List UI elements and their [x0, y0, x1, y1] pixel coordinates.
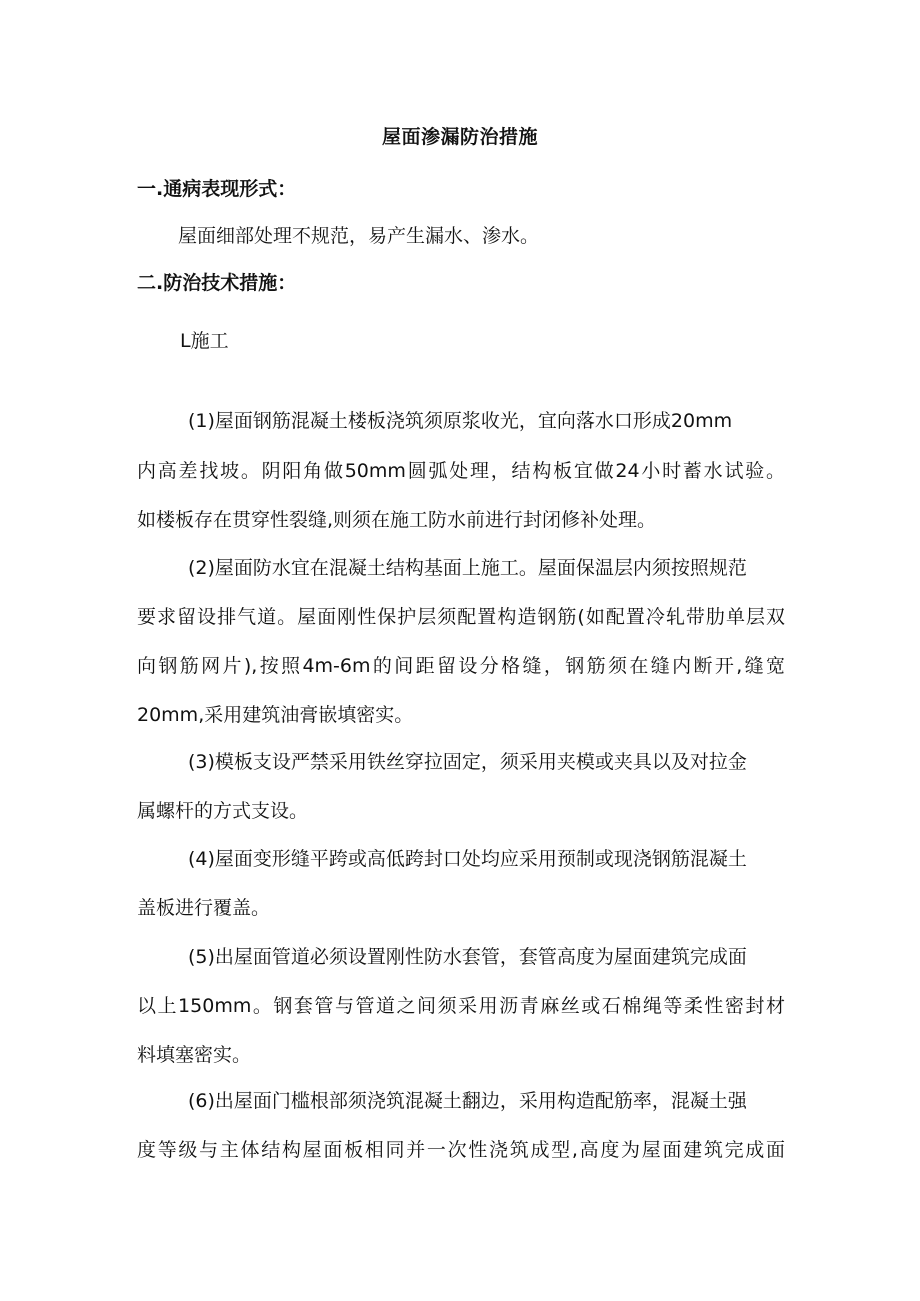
- item-5-line-2: 以上150mm。钢套管与管道之间须采用沥青麻丝或石棉绳等柔性密封材: [137, 995, 785, 1017]
- item-4-line-2: 盖板进行覆盖。: [137, 897, 271, 919]
- item-6-line-1: (6)出屋面门槛根部须浇筑混凝土翻边，采用构造配筋率，混凝土强: [188, 1090, 747, 1112]
- item-2-line-1: (2)屋面防水宜在混凝土结构基面上施工。屋面保温层内须按照规范: [188, 557, 747, 579]
- item-2-line-2: 要求留设排气道。屋面刚性保护层须配置构造钢筋(如配置冷轧带肋单层双: [137, 606, 785, 628]
- document-title: 屋面渗漏防治措施: [381, 126, 538, 148]
- item-5-line-1: (5)出屋面管道必须设置刚性防水套管，套管高度为屋面建筑完成面: [188, 946, 747, 968]
- item-4-line-1: (4)屋面变形缝平跨或高低跨封口处均应采用预制或现浇钢筋混凝土: [188, 848, 747, 870]
- item-2-line-4: 20mm,采用建筑油膏嵌填密实。: [137, 704, 414, 726]
- item-3-line-2: 属螺杆的方式支设。: [137, 800, 309, 822]
- section-2-subheading: L施工: [180, 330, 229, 352]
- section-2-heading: 二.防治技术措施：: [137, 272, 297, 294]
- item-1-line-1: (1)屋面钢筋混凝土楼板浇筑须原浆收光，宜向落水口形成20mm: [188, 410, 733, 432]
- section-1-body: 屋面细部处理不规范，易产生漏水、渗水。: [178, 225, 540, 247]
- section-1-heading: 一.通病表现形式：: [137, 178, 297, 200]
- item-2-line-3: 向钢筋网片),按照4m-6m的间距留设分格缝，钢筋须在缝内断开,缝宽: [137, 655, 785, 677]
- item-5-line-3: 料填塞密实。: [137, 1044, 252, 1066]
- item-6-line-2: 度等级与主体结构屋面板相同并一次性浇筑成型,高度为屋面建筑完成面: [137, 1139, 785, 1161]
- item-3-line-1: (3)模板支设严禁采用铁丝穿拉固定，须采用夹模或夹具以及对拉金: [188, 751, 747, 773]
- item-1-line-3: 如楼板存在贯穿性裂缝,则须在施工防水前进行封闭修补处理。: [137, 509, 657, 531]
- item-1-line-2: 内高差找坡。阴阳角做50mm圆弧处理，结构板宜做24小时蓄水试验。: [137, 460, 785, 482]
